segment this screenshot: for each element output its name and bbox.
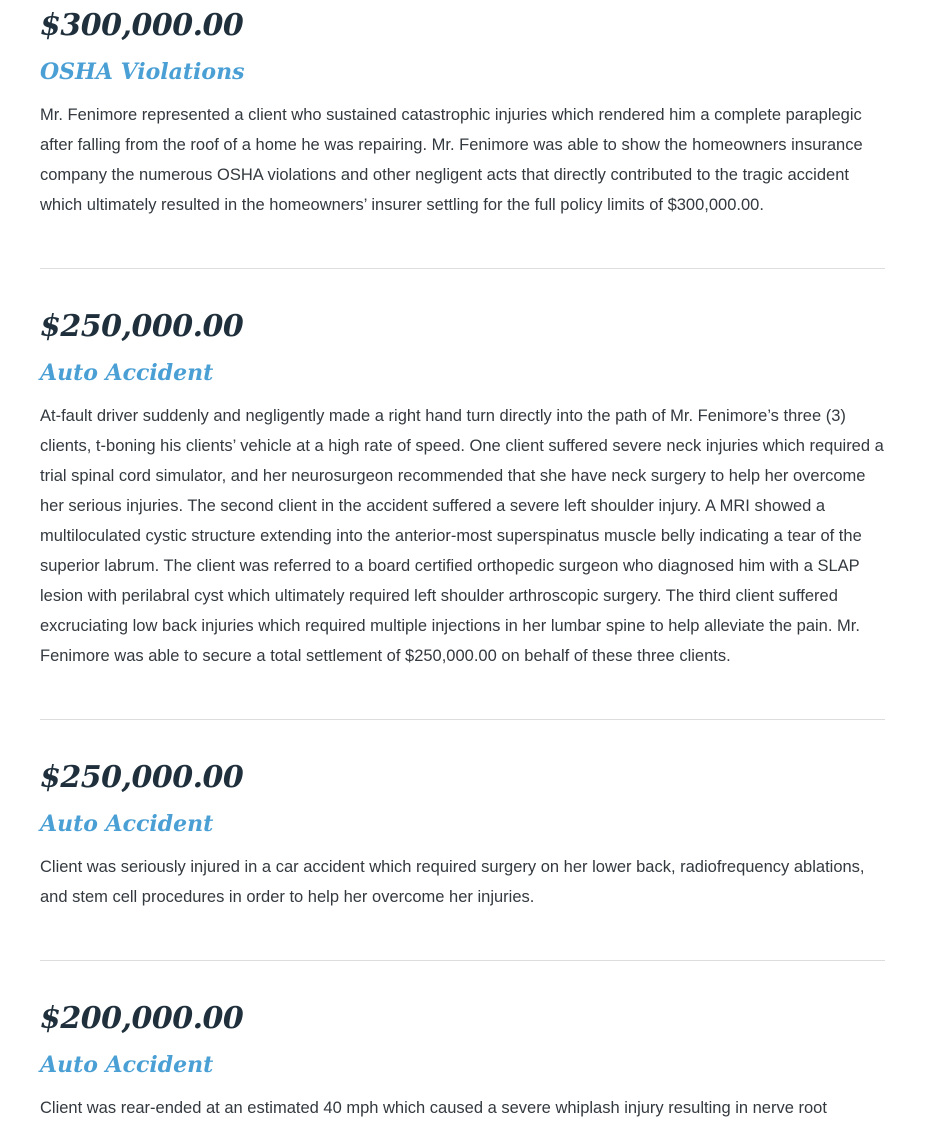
divider: [40, 960, 885, 961]
case-amount: $250,000.00: [40, 309, 244, 344]
case-result: [40, 760, 885, 912]
divider: [40, 719, 885, 720]
case-result: [40, 309, 885, 671]
case-category: Auto Accident: [40, 1052, 214, 1078]
case-description: At-fault driver suddenly and negligently made a right hand turn directly into the path of Mr. Fenimore’s three (3) clients, t-boning his clients’ vehicle at a high rate of speed. One client suffered severe neck injuries which required a trial spinal cord simulator, and her neurosurgeon recommended that she have neck surgery to help her overcome her serious injuries. The second client in the accident suffered a severe left shoulder injury. A MRI showed a multiloculated cystic structure extending into the anterior-most superspinatus muscle belly indicating a tear of the superior labrum. The client was referred to a board certified orthopedic surgeon who diagnosed him with a SLAP lesion with perilabral cyst which ultimately required left shoulder arthroscopic surgery. The third client suffered excruciating low back injuries which required multiple injections in her lumbar spine to help alleviate the pain. Mr. Fenimore was able to secure a total settlement of $250,000.00 on behalf of these three clients.: [40, 407, 884, 665]
divider: [40, 268, 885, 269]
case-category: Auto Accident: [40, 360, 214, 386]
case-result: [40, 1001, 885, 1123]
case-amount: $300,000.00: [40, 8, 244, 43]
case-category: Auto Accident: [40, 811, 214, 837]
case-amount: $250,000.00: [40, 760, 244, 795]
case-description: Mr. Fenimore represented a client who sustained catastrophic injuries which rendered him a complete paraplegic after falling from the roof of a home he was repairing. Mr. Fenimore was able to show the homeowners insurance company the numerous OSHA violations and other negligent acts that directly contributed to the tragic accident which ultimately resulted in the homeowners’ insurer settling for the full policy limits of $300,000.00.: [40, 106, 863, 214]
case-description: Client was seriously injured in a car accident which required surgery on her lower back, radiofrequency ablations, and stem cell procedures in order to help her overcome her injuries.: [40, 858, 865, 906]
case-description: Client was rear-ended at an estimated 40 mph which caused a severe whiplash injury resulting in nerve root: [40, 1099, 827, 1117]
case-amount: $200,000.00: [40, 1001, 244, 1036]
case-result: [40, 8, 885, 220]
case-category: OSHA Violations: [40, 59, 245, 85]
